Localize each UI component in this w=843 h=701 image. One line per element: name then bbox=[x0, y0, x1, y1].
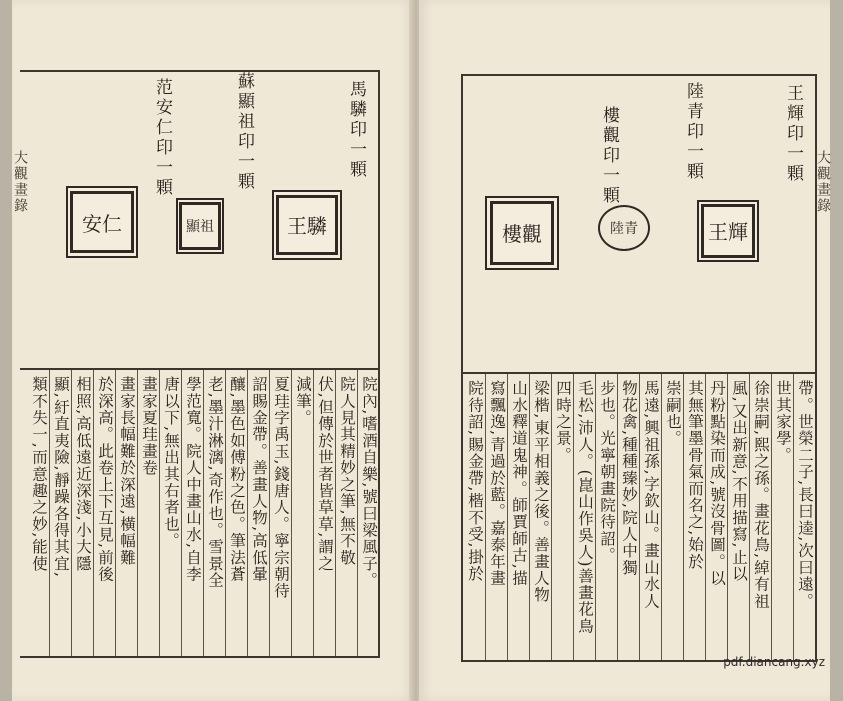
left-page-frame bbox=[20, 70, 380, 658]
seal-impression-1 bbox=[272, 190, 342, 260]
seal-glyph-1: 王輝 bbox=[701, 204, 756, 258]
seal-caption-2: 陸青印一顆 bbox=[683, 82, 703, 182]
seal-caption-3: 范安仁印一顆 bbox=[152, 78, 172, 198]
text-column: 於深高。此卷上下互見,前後 bbox=[96, 376, 114, 583]
text-column: 夏珪字禹玉,錢唐人。寧宗朝待 bbox=[272, 376, 290, 600]
text-column: 伏,但傳於世者皆草草,謂之 bbox=[316, 376, 334, 572]
text-column: 釀,墨色如傅粉之色。筆法蒼 bbox=[228, 376, 246, 583]
seal-impression-3 bbox=[66, 186, 138, 258]
text-column: 徐崇嗣,熙之孫。畫花鳥,綽有祖 bbox=[752, 380, 770, 610]
text-column: 風,又出新意,不用描寫,止以 bbox=[730, 380, 748, 583]
text-column: 院人見其精妙之筆,無不敬 bbox=[338, 376, 356, 566]
seal-impression-1 bbox=[697, 200, 759, 262]
seal-glyph-3: 樓觀 bbox=[490, 201, 555, 264]
seal-caption-1: 王輝印一顆 bbox=[783, 84, 803, 184]
text-column: 院內,嗜酒自樂,號曰梁風子。 bbox=[360, 376, 378, 589]
text-column: 畫家夏珪畫卷 bbox=[140, 376, 158, 477]
text-column: 毛松,沛人。(崑山作吳人)善畫花鳥 bbox=[576, 380, 594, 635]
text-column: 其無筆墨骨氣而名之,始於 bbox=[686, 380, 704, 570]
text-column: 馬遠,興祖孫,字欽山。畫山水人 bbox=[642, 380, 660, 610]
seal-impression-2 bbox=[176, 198, 224, 254]
text-column: 減筆。 bbox=[294, 376, 312, 427]
left-edge-title: 大觀畫錄 bbox=[12, 150, 28, 214]
text-column: 學范寬。院人中畫山水,自李 bbox=[184, 376, 202, 583]
text-column: 類不失一,而意趣之妙,能使 bbox=[30, 376, 48, 572]
seal-caption-2: 蘇顯祖印一顆 bbox=[234, 72, 254, 192]
text-column: 顯,紆直夷險,靜躁各得其宜, bbox=[52, 376, 70, 579]
text-column: 梁楷,東平相義之後。善畫人物 bbox=[532, 380, 550, 604]
seal-caption-1: 馬驎印一顆 bbox=[346, 80, 366, 180]
text-column: 四時之景。 bbox=[554, 380, 572, 464]
text-column: 院待詔,賜金帶,楷不受,掛於 bbox=[466, 380, 484, 583]
text-column: 帶。世榮二子,長曰逵,次曰遠。 bbox=[796, 380, 814, 610]
watermark-url: pdf.diancang.xyz bbox=[723, 655, 825, 669]
text-column: 相照,高低遠近深淺,小大隱 bbox=[74, 376, 92, 572]
text-column: 步也。光寧朝畫院待詔。 bbox=[598, 380, 616, 564]
text-column: 山水釋道鬼神。師賈師古,描 bbox=[510, 380, 528, 587]
text-column: 崇嗣也。 bbox=[664, 380, 682, 447]
text-column: 詔賜金帶。善畫人物,高低暈 bbox=[250, 376, 268, 583]
seal-impression-3 bbox=[485, 196, 559, 270]
section-divider bbox=[20, 368, 378, 370]
right-edge-title: 大觀畫錄 bbox=[815, 150, 831, 214]
seal-glyph-2: 顯祖 bbox=[179, 202, 222, 251]
seal-glyph-2: 陸青 bbox=[598, 205, 651, 252]
text-column: 寫飄逸,青過於藍。嘉泰年畫 bbox=[488, 380, 506, 587]
seal-glyph-3: 安仁 bbox=[70, 191, 133, 253]
seal-caption-3: 樓觀印一顆 bbox=[599, 106, 619, 206]
seal-glyph-1: 王驎 bbox=[276, 195, 337, 255]
right-page bbox=[419, 0, 830, 701]
right-page-frame bbox=[461, 74, 817, 662]
seal-impression-2 bbox=[595, 202, 653, 254]
text-column: 丹粉點染而成,號沒骨圖。以 bbox=[708, 380, 726, 587]
text-column: 老,墨汁淋漓,奇作也。雪景全 bbox=[206, 376, 224, 589]
text-column: 世其家學。 bbox=[774, 380, 792, 464]
left-page bbox=[12, 0, 414, 701]
text-column: 物花禽,種種臻妙,院人中獨 bbox=[620, 380, 638, 576]
text-column: 唐以下,無出其右者也。 bbox=[162, 376, 180, 550]
text-column: 畫家長幅難於深遠,橫幅難 bbox=[118, 376, 136, 566]
